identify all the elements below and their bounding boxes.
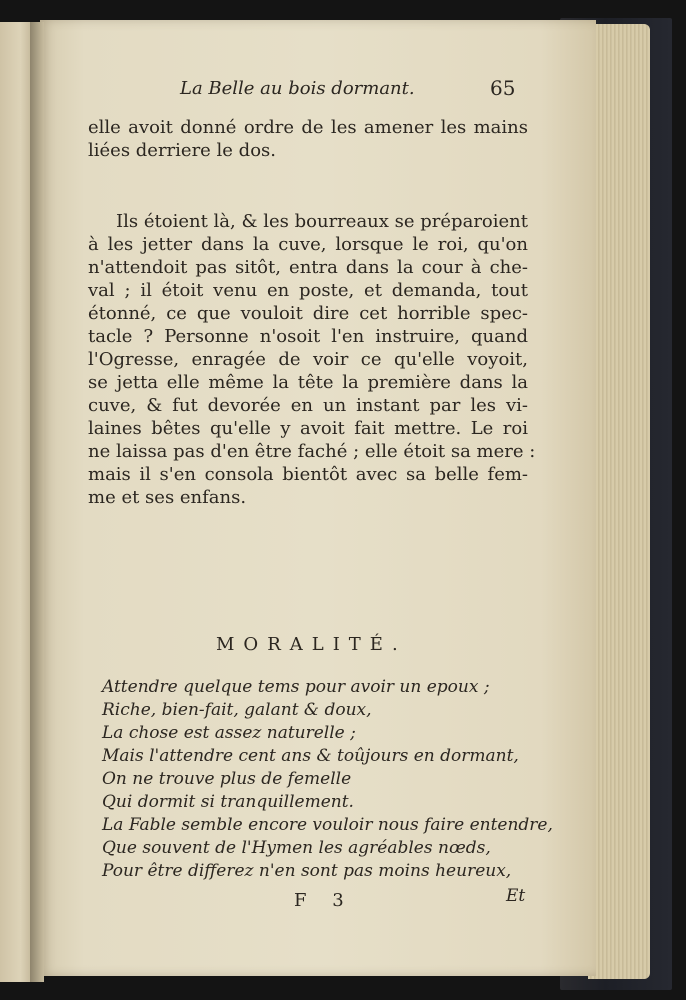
text-line: l'Ogresse, enragée de voir ce qu'elle voyoit, xyxy=(88,349,528,370)
morality-verse xyxy=(102,676,553,883)
page-block-edges xyxy=(588,24,650,979)
text-line: cuve, & fut devorée en un instant par les vi- xyxy=(88,395,528,416)
text-line: Ils étoient là, & les bourreaux se préparoient xyxy=(116,211,528,232)
text-line: se jetta elle même la tête la première dans la xyxy=(88,372,528,393)
verse-line: Qui dormit si tranquillement. xyxy=(102,792,354,812)
text-line: mais il s'en consola bientôt avec sa belle fem- xyxy=(88,464,528,485)
verse-line: La Fable semble encore vouloir nous faire entendre, xyxy=(102,815,553,835)
verse-line: La chose est assez naturelle ; xyxy=(102,723,356,743)
paragraph-2 xyxy=(88,210,536,509)
morality-heading: MORALITÉ. xyxy=(216,634,407,655)
book-page xyxy=(40,20,596,976)
catchword: Et xyxy=(506,886,526,906)
left-page-edge xyxy=(0,22,34,982)
verse-line: Attendre quelque tems pour avoir un epoux ; xyxy=(102,677,490,697)
text-line: elle avoit donné ordre de les amener les mains xyxy=(88,117,528,138)
verse-line: On ne trouve plus de femelle xyxy=(102,769,352,789)
verse-line: Que souvent de l'Hymen les agréables nœds, xyxy=(102,838,491,858)
text-line: étonné, ce que vouloit dire cet horrible spec- xyxy=(88,303,528,324)
signature-mark: F 3 xyxy=(294,890,354,911)
text-line: liées derriere le dos. xyxy=(88,140,276,161)
running-head xyxy=(180,78,600,104)
text-line: me et ses enfans. xyxy=(88,487,247,508)
text-line: laines bêtes qu'elle y avoit fait mettre. Le roi xyxy=(88,418,528,439)
verse-line: Riche, bien-fait, galant & doux, xyxy=(102,700,372,720)
verse-line: Pour être differez n'en sont pas moins heureux, xyxy=(102,861,512,881)
text-line: ne laissa pas d'en être faché ; elle étoit sa mere : xyxy=(88,441,536,462)
text-line: tacle ? Personne n'osoit l'en instruire, quand xyxy=(88,326,528,347)
page-number: 65 xyxy=(490,76,516,100)
text-line: à les jetter dans la cuve, lorsque le roi, qu'on xyxy=(88,234,528,255)
page-gutter xyxy=(30,22,44,982)
paragraph-1 xyxy=(88,116,528,162)
verse-line: Mais l'attendre cent ans & toûjours en dormant, xyxy=(102,746,519,766)
text-line: n'attendoit pas sitôt, entra dans la cour à che- xyxy=(88,257,528,278)
running-title: La Belle au bois dormant. xyxy=(180,78,415,99)
text-line: val ; il étoit venu en poste, et demanda, tout xyxy=(88,280,528,301)
